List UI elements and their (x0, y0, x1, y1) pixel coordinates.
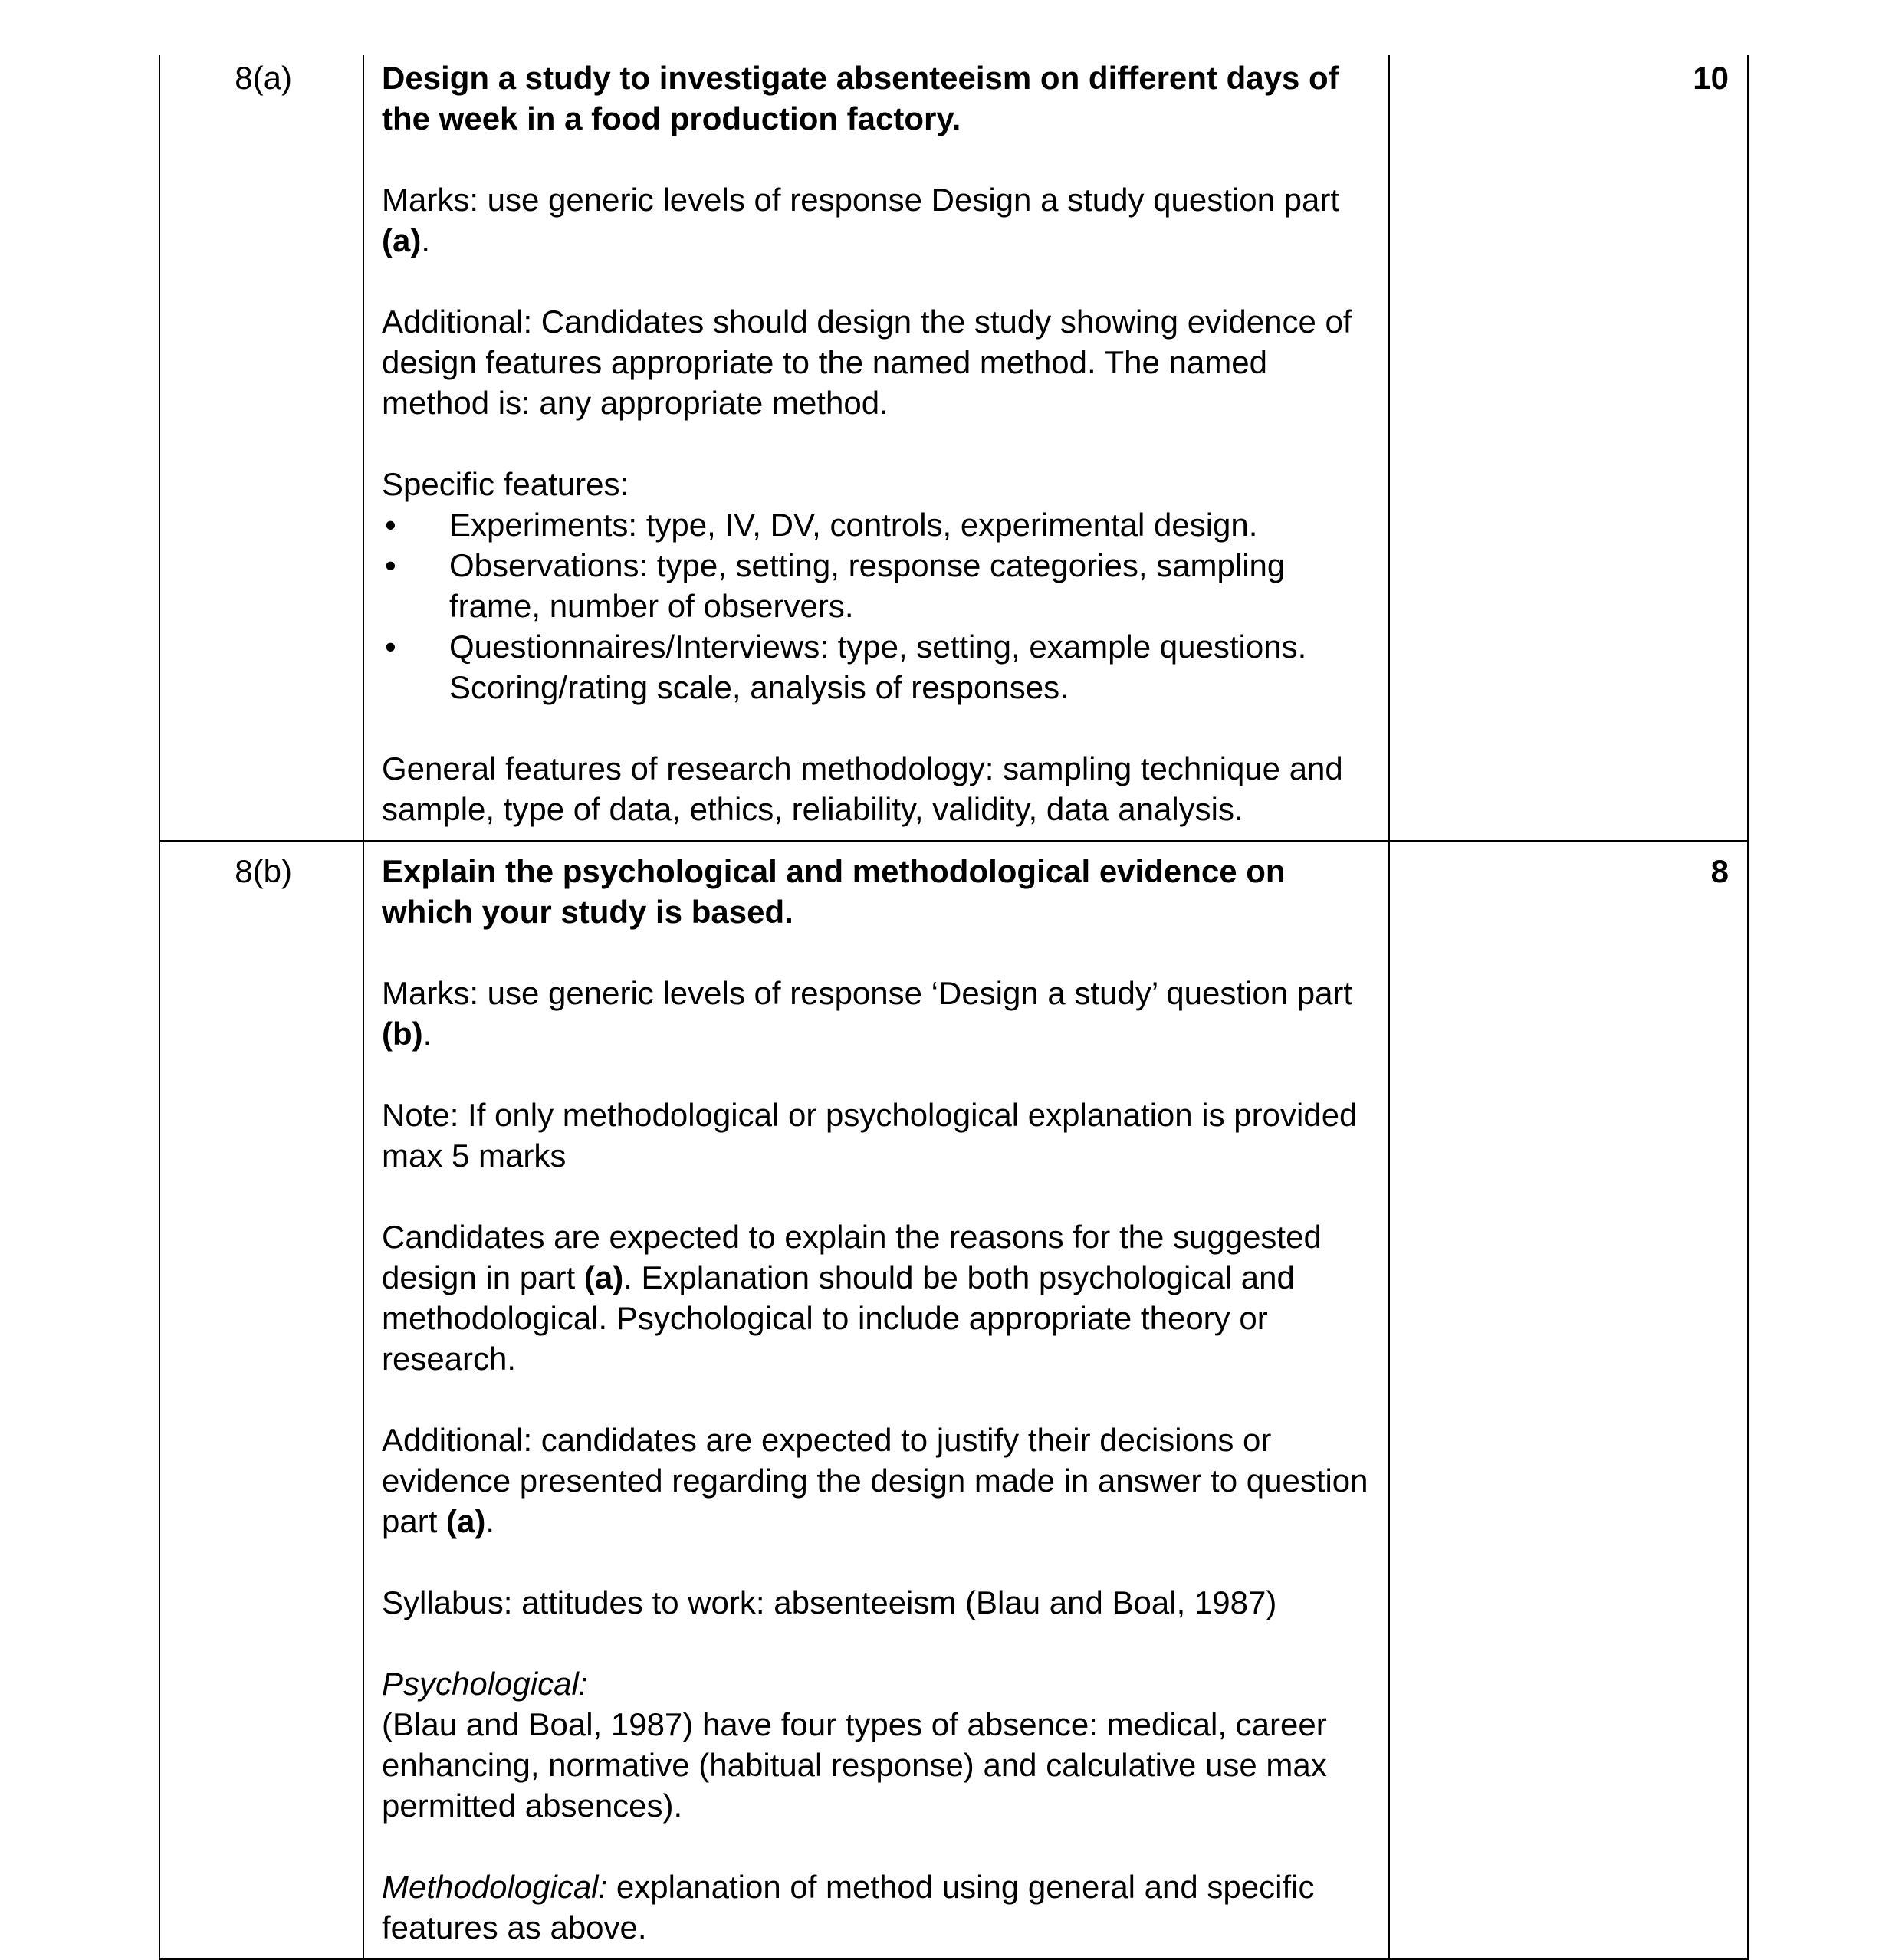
bullet-icon: • (385, 629, 396, 665)
bullet-icon: • (385, 507, 396, 543)
marks-cell (1390, 55, 1747, 840)
psychological-label: Psychological: (382, 1666, 588, 1702)
additional-text: Additional: Candidates should design the study showing evidence of design features appropriate to the named method. The named method is: any appropriate method. (382, 304, 1352, 421)
specific-features-list (382, 504, 1373, 708)
methodological-body: explanation of method using general and specific features as above. (382, 1869, 1315, 1945)
specific-features-heading: Specific features: (382, 466, 629, 502)
additional-text-start: Additional: candidates are expected to justify their decisions or evidence presented regarding the design made in answer to question part (382, 1422, 1368, 1539)
question-number-cell (160, 55, 364, 840)
list-item (382, 545, 1373, 626)
marks-value: 10 (1693, 60, 1729, 96)
expected-text (382, 1216, 1373, 1379)
marks-note-text: Marks: use generic levels of response ‘Design a study’ question part (382, 975, 1353, 1011)
general-features-text: General features of research methodology: sampling technique and sample, type of data, ethics, reliability, validity, data analysis. (382, 750, 1343, 827)
list-item (382, 504, 1373, 545)
expected-text-part: (a) (583, 1259, 624, 1295)
marks-note-part: (b) (382, 1016, 423, 1052)
marks-note (382, 973, 1373, 1054)
marks-note-end: . (421, 222, 431, 258)
syllabus-text: Syllabus: attitudes to work: absenteeism (Blau and Boal, 1987) (382, 1584, 1277, 1620)
psychological-text: (Blau and Boal, 1987) have four types of absence: medical, career enhancing, normative (habitual response) and calculative use max permitted absences). (382, 1706, 1327, 1824)
question-number: 8(b) (235, 853, 292, 889)
methodological-label: Methodological: (382, 1869, 608, 1905)
marks-note-end: . (422, 1016, 432, 1052)
list-item-text: Experiments: type, IV, DV, controls, experimental design. (449, 507, 1258, 543)
bullet-icon: • (385, 547, 396, 583)
additional-text-part: (a) (446, 1503, 486, 1539)
question-number: 8(a) (235, 60, 292, 96)
table-row-8b (160, 840, 1747, 1958)
question-heading: Explain the psychological and methodological evidence on which your study is based. (382, 853, 1286, 930)
additional-text (382, 1420, 1373, 1541)
expected-text-start: Candidates are expected to explain the reasons for the suggested design in part (382, 1219, 1322, 1295)
expected-text-end: . Explanation should be both psychological and methodological. Psychological to include appropriate theory or research. (382, 1259, 1295, 1377)
list-item (382, 626, 1373, 708)
answer-cell (364, 842, 1390, 1958)
answer-cell (364, 55, 1390, 840)
mark-scheme-table (159, 55, 1749, 1960)
marks-note (382, 179, 1373, 261)
methodological-text (382, 1866, 1373, 1948)
list-item-text: Observations: type, setting, response categories, sampling frame, number of observers. (449, 547, 1286, 624)
note-text: Note: If only methodological or psychological explanation is provided max 5 marks (382, 1097, 1358, 1174)
list-item-text: Questionnaires/Interviews: type, setting, example questions. Scoring/rating scale, analysis of responses. (449, 629, 1307, 705)
question-heading: Design a study to investigate absenteeism on different days of the week in a food production factory. (382, 60, 1339, 136)
marks-value: 8 (1710, 853, 1729, 889)
marks-note-part: (a) (382, 222, 422, 258)
marks-cell (1390, 842, 1747, 1958)
question-number-cell (160, 842, 364, 1958)
table-row-8a (160, 55, 1747, 840)
additional-text-end: . (485, 1503, 495, 1539)
marks-note-text: Marks: use generic levels of response Design a study question part (382, 182, 1339, 218)
